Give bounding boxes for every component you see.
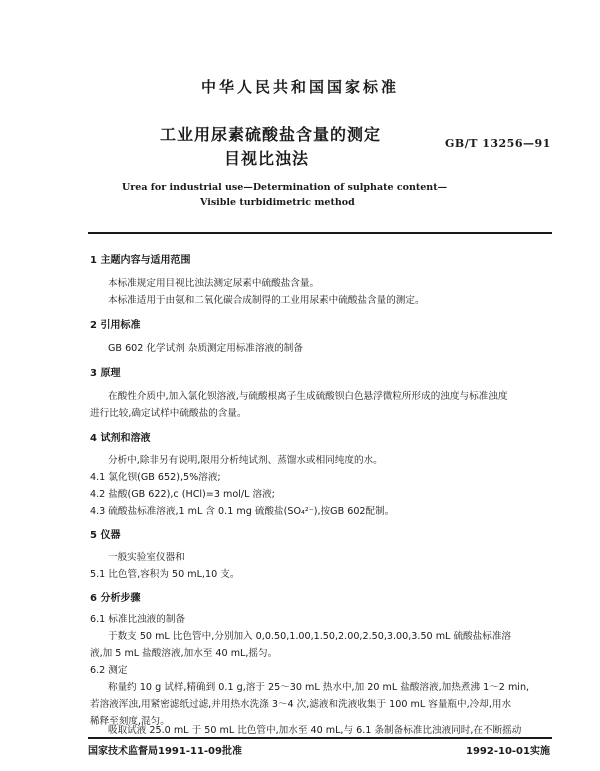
section-1-heading: 1 主题内容与适用范围: [90, 255, 191, 266]
section-6-1-paragraph-b: 液,加 5 mL 盐酸溶液,加水至 40 mL,摇匀。: [90, 648, 278, 659]
header-rule: [88, 232, 552, 234]
section-4-2: 4.2 盐酸(GB 622),c (HCl)=3 mol/L 溶液;: [90, 489, 275, 500]
section-2-paragraph-1: GB 602 化学试剂 杂质测定用标准溶液的制备: [108, 343, 303, 354]
section-5-heading: 5 仪器: [90, 530, 121, 541]
footer-rule: [88, 737, 552, 739]
section-4-3: 4.3 硫酸盐标准溶液,1 mL 含 0.1 mg 硫酸盐(SO₄²⁻),按GB 602配制。: [90, 506, 395, 517]
approval-date: 国家技术监督局1991-11-09批准: [88, 746, 242, 757]
title-line-2: 目视比浊法: [224, 149, 310, 168]
english-title-line-2: Visible turbidimetric method: [200, 197, 355, 208]
section-1-paragraph-2: 本标准适用于由氨和二氧化碳合成制得的工业用尿素中硫酸盐含量的测定。: [108, 295, 425, 306]
section-3-paragraph-1a: 在酸性介质中,加入氯化钡溶液,与硫酸根离子生成硫酸钡白色悬浮微粒所形成的浊度与标准浊度: [108, 391, 508, 402]
section-4-paragraph-1: 分析中,除非另有说明,限用分析纯试剂、蒸馏水或相同纯度的水。: [108, 455, 383, 466]
section-5-1: 5.1 比色管,容积为 50 mL,10 支。: [90, 569, 240, 580]
standard-code: GB/T 13256—91: [445, 137, 551, 150]
national-standard-heading: 中华人民共和国国家标准: [200, 78, 399, 96]
section-6-2-paragraph-a: 称量约 10 g 试样,精确到 0.1 g,溶于 25～30 mL 热水中,加 20 mL 盐酸溶液,加热煮沸 1～2 min,: [108, 682, 530, 693]
section-1-paragraph-1: 本标准规定用目视比浊法测定尿素中硫酸盐含量。: [108, 278, 320, 289]
english-title-line-1: Urea for industrial use—Determination of sulphate content—: [122, 182, 448, 193]
title-line-1: 工业用尿素硫酸盐含量的测定: [160, 125, 382, 144]
section-2-heading: 2 引用标准: [90, 320, 141, 331]
section-6-2-paragraph-c: 稀释至刻度,混匀。: [90, 716, 170, 727]
section-6-1: 6.1 标准比浊液的制备: [90, 614, 186, 625]
section-6-heading: 6 分析步骤: [90, 593, 141, 604]
section-6-2-paragraph-2: 吸取试液 25.0 mL 于 50 mL 比色管中,加水至 40 mL,与 6.1 条制备标准比浊液同时,在不断摇动: [108, 725, 522, 736]
section-4-heading: 4 试剂和溶液: [90, 433, 151, 444]
section-4-1: 4.1 氯化钡(GB 652),5%溶液;: [90, 472, 221, 483]
effective-date: 1992-10-01实施: [466, 746, 550, 757]
section-6-2-paragraph-b: 若溶液浑浊,用紧密滤纸过滤,并用热水洗涤 3～4 次,滤液和洗液收集于 100 mL 容量瓶中,冷却,用水: [90, 699, 512, 710]
section-3-heading: 3 原理: [90, 368, 121, 379]
section-3-paragraph-1b: 进行比较,确定试样中硫酸盐的含量。: [90, 408, 247, 419]
section-6-2: 6.2 测定: [90, 665, 128, 676]
section-6-1-paragraph-a: 于数支 50 mL 比色管中,分别加入 0,0.50,1.00,1.50,2.00,2.50,3.00,3.50 mL 硫酸盐标准溶: [108, 631, 512, 642]
section-5-paragraph-1: 一般实验室仪器和: [108, 552, 185, 563]
